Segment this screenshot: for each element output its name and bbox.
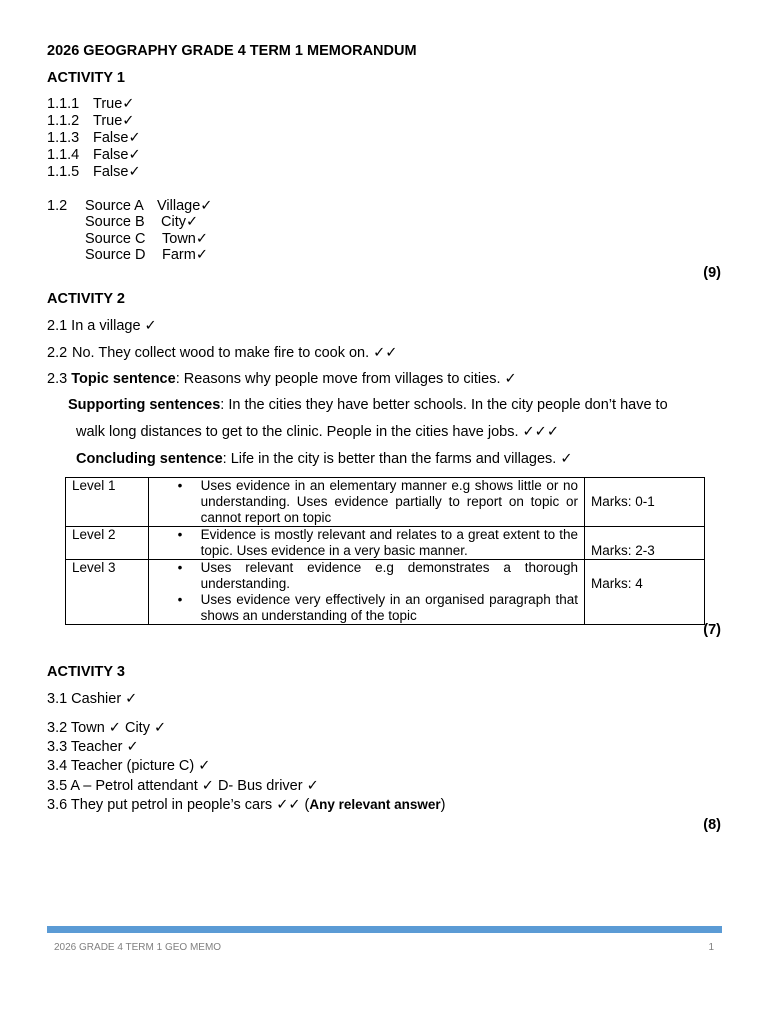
rubric-marks: Marks: 2-3 — [585, 527, 705, 560]
activity-1-heading: ACTIVITY 1 — [47, 70, 125, 86]
activity-3-total: (8) — [703, 817, 721, 833]
rubric-marks: Marks: 4 — [585, 560, 705, 625]
rubric-level: Level 1 — [66, 478, 149, 527]
answer-1-1-1: 1.1.1 True✓ — [47, 96, 135, 112]
answer-1-1-5: 1.1.5 False✓ — [47, 164, 141, 180]
answer-3-3: 3.3 Teacher ✓ — [47, 739, 139, 755]
rubric-marks: Marks: 0-1 — [585, 478, 705, 527]
activity-1-total: (9) — [703, 265, 721, 281]
rubric-level: Level 2 — [66, 527, 149, 560]
supporting-sentences-label: Supporting sentences — [68, 397, 221, 413]
answer-3-2: 3.2 Town ✓ City ✓ — [47, 720, 167, 736]
source-c-answer: Source C Town✓ — [85, 231, 208, 247]
page-number: 1 — [708, 942, 714, 953]
page-title: 2026 GEOGRAPHY GRADE 4 TERM 1 MEMORANDUM — [47, 43, 417, 59]
answer-1-1-3: 1.1.3 False✓ — [47, 130, 141, 146]
topic-sentence-label: Topic sentence — [71, 371, 176, 387]
answer-2-1: 2.1 In a village ✓ — [47, 318, 157, 334]
answer-2-3-topic: 2.3 Topic sentence: Reasons why people move from villages to cities. ✓ — [47, 371, 517, 387]
concluding-sentence-label: Concluding sentence — [76, 451, 223, 467]
answer-3-6: 3.6 They put petrol in people’s cars ✓✓ (Any relevant answer) — [47, 797, 446, 813]
answer-2-3-supporting: Supporting sentences: In the cities they have better schools. In the city people don’t have to — [68, 397, 668, 413]
activity-2-total: (7) — [703, 622, 721, 638]
answer-1-1-2: 1.1.2 True✓ — [47, 113, 135, 129]
question-1-2-number: 1.2 — [47, 198, 68, 214]
source-d-answer: Source D Farm✓ — [85, 247, 208, 263]
rubric-bullet: • Evidence is mostly relevant and relates to a great extent to the topic. Uses evidence in a very basic manner. — [201, 527, 578, 559]
rubric-row-level-1 — [66, 478, 705, 527]
answer-3-5: 3.5 A – Petrol attendant ✓ D- Bus driver ✓ — [47, 778, 319, 794]
answer-2-3-concluding: Concluding sentence: Life in the city is better than the farms and villages. ✓ — [76, 451, 573, 467]
rubric-row-level-2 — [66, 527, 705, 560]
rubric-description — [148, 560, 584, 625]
answer-1-1-4: 1.1.4 False✓ — [47, 147, 141, 163]
activity-3-heading: ACTIVITY 3 — [47, 664, 125, 680]
source-a-answer: Source A Village✓ — [85, 198, 213, 214]
answer-3-4: 3.4 Teacher (picture C) ✓ — [47, 758, 211, 774]
source-b-answer: Source B City✓ — [85, 214, 199, 230]
rubric-description — [148, 478, 584, 527]
activity-2-heading: ACTIVITY 2 — [47, 291, 125, 307]
rubric-description — [148, 527, 584, 560]
answer-2-3-supporting-cont: walk long distances to get to the clinic. People in the cities have jobs. ✓✓✓ — [76, 424, 559, 440]
rubric-row-level-3 — [66, 560, 705, 625]
footer-rule — [47, 926, 722, 933]
rubric-bullet: • Uses relevant evidence e.g demonstrates a thorough understanding. — [201, 560, 578, 592]
any-relevant-answer-note: Any relevant answer — [309, 797, 441, 812]
rubric-level: Level 3 — [66, 560, 149, 625]
footer-title: 2026 GRADE 4 TERM 1 GEO MEMO — [54, 942, 222, 953]
rubric-table — [65, 477, 705, 625]
answer-3-1: 3.1 Cashier ✓ — [47, 691, 138, 707]
rubric-bullet: • Uses evidence in an elementary manner e.g shows little or no understanding. Uses evidence partially to report on topic or cannot report on topic — [201, 478, 578, 526]
answer-2-2: 2.2 No. They collect wood to make fire to cook on. ✓✓ — [47, 345, 398, 361]
rubric-bullet: • Uses evidence very effectively in an organised paragraph that shows an understanding of the topic — [201, 592, 578, 624]
